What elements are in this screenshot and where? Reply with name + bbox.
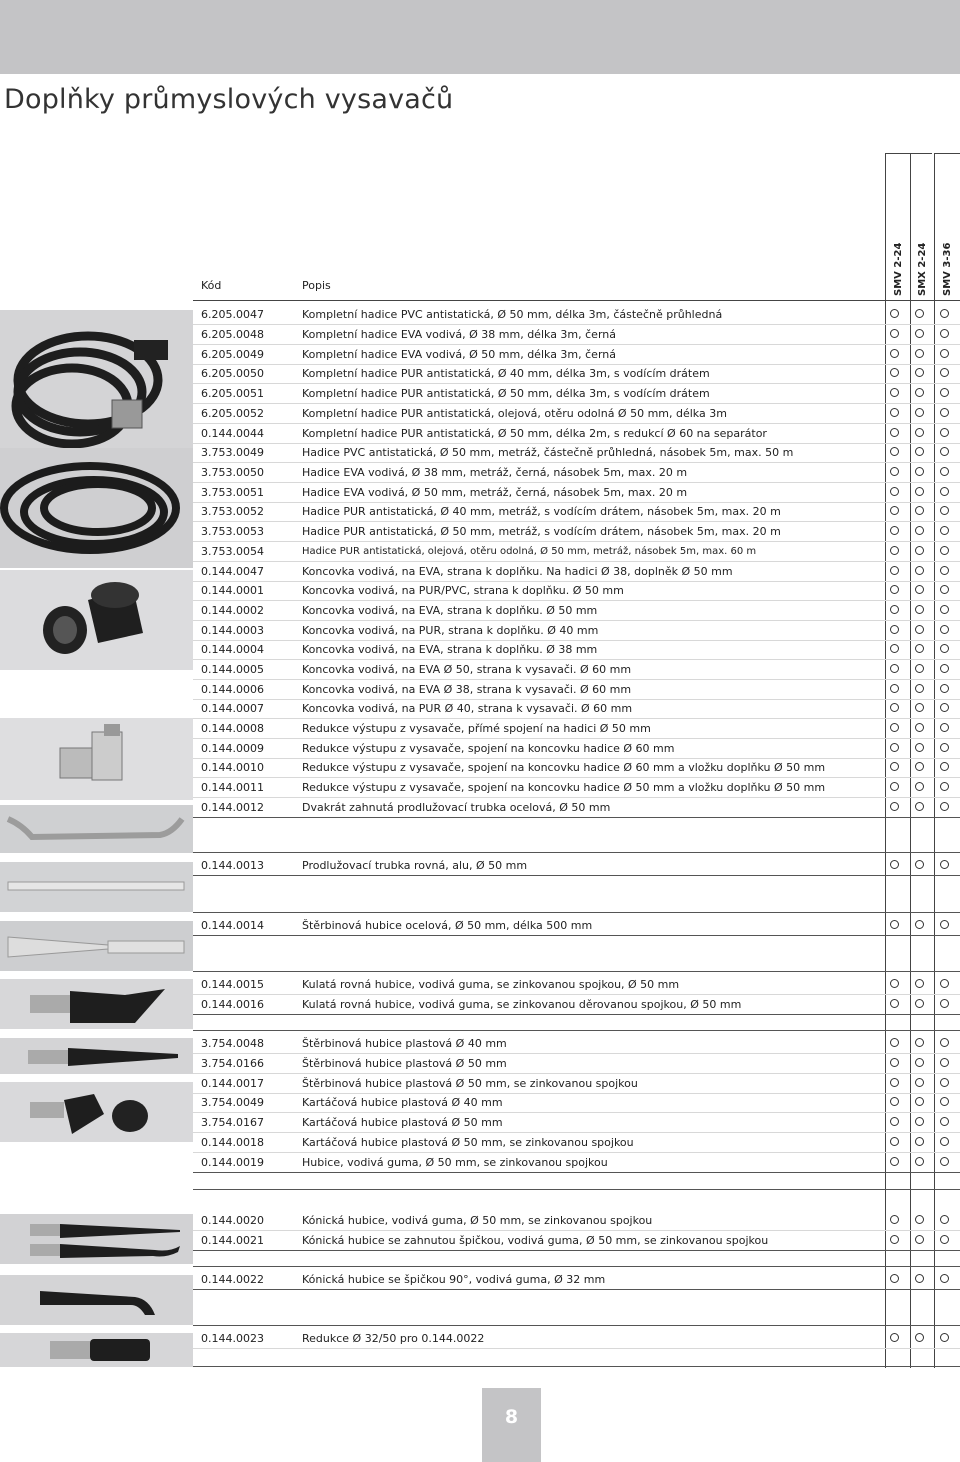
- table-row: [193, 581, 960, 600]
- availability-marker: [890, 467, 899, 476]
- availability-marker: [890, 644, 899, 653]
- product-description: Koncovka vodivá, na EVA, strana k doplňku. Ø 50 mm: [302, 604, 598, 617]
- product-description: Kompletní hadice PUR antistatická, Ø 50 mm, délka 2m, s redukcí Ø 60 na separátor: [302, 427, 767, 440]
- table-row: [193, 443, 960, 462]
- availability-marker: [940, 1215, 949, 1224]
- availability-marker: [940, 1235, 949, 1244]
- product-code: 3.753.0052: [201, 505, 264, 518]
- availability-marker: [890, 1038, 899, 1047]
- product-description: Kompletní hadice EVA vodivá, Ø 50 mm, délka 3m, černá: [302, 348, 616, 361]
- availability-marker: [940, 644, 949, 653]
- availability-marker: [940, 782, 949, 791]
- availability-marker: [915, 1333, 924, 1342]
- product-code: 3.753.0050: [201, 466, 264, 479]
- group-divider: [193, 1189, 960, 1190]
- product-description: Redukce výstupu z vysavače, spojení na koncovku hadice Ø 50 mm a vložku doplňku Ø 50 mm: [302, 781, 826, 794]
- reducer-photo: [0, 1333, 193, 1367]
- product-code: 6.205.0048: [201, 328, 264, 341]
- availability-marker: [940, 1058, 949, 1067]
- table-row: [193, 404, 960, 423]
- availability-marker: [940, 762, 949, 771]
- product-code: 0.144.0015: [201, 978, 264, 991]
- product-description: Štěrbinová hubice plastová Ø 40 mm: [302, 1037, 507, 1050]
- availability-marker: [915, 546, 924, 555]
- product-code: 0.144.0007: [201, 702, 264, 715]
- availability-marker: [915, 1097, 924, 1106]
- availability-marker: [915, 684, 924, 693]
- table-row: [193, 1211, 960, 1230]
- availability-marker: [940, 999, 949, 1008]
- table-row: [193, 699, 960, 718]
- product-code: 6.205.0052: [201, 407, 264, 420]
- product-code: 3.753.0049: [201, 446, 264, 459]
- availability-marker: [940, 703, 949, 712]
- table-row: [193, 798, 960, 817]
- product-description: Hadice EVA vodivá, Ø 50 mm, metráž, černá, násobek 5m, max. 20 m: [302, 486, 688, 499]
- availability-marker: [915, 566, 924, 575]
- table-row: [193, 1231, 960, 1250]
- product-description: Redukce Ø 32/50 pro 0.144.0022: [302, 1332, 485, 1345]
- product-code: 3.754.0166: [201, 1057, 264, 1070]
- availability-marker: [940, 408, 949, 417]
- availability-marker: [940, 467, 949, 476]
- table-row: [193, 562, 960, 581]
- availability-marker: [915, 743, 924, 752]
- product-description: Koncovka vodivá, na EVA, strana k doplňku. Ø 38 mm: [302, 643, 598, 656]
- product-description: Kompletní hadice PVC antistatická, Ø 50 mm, délka 3m, částečně průhledná: [302, 308, 723, 321]
- availability-marker: [915, 605, 924, 614]
- product-description: Štěrbinová hubice ocelová, Ø 50 mm, délka 500 mm: [302, 919, 593, 932]
- product-code: 0.144.0018: [201, 1136, 264, 1149]
- product-code: 0.144.0011: [201, 781, 264, 794]
- product-description: Hubice, vodivá guma, Ø 50 mm, se zinkovanou spojkou: [302, 1156, 608, 1169]
- rubber-nozzle-photo: [0, 979, 193, 1029]
- availability-marker: [915, 664, 924, 673]
- product-description: Hadice PUR antistatická, Ø 50 mm, metráž, s vodícím drátem, násobek 5m, max. 20 m: [302, 525, 781, 538]
- availability-marker: [915, 388, 924, 397]
- table-row: [193, 975, 960, 994]
- availability-marker: [890, 1058, 899, 1067]
- availability-marker: [915, 368, 924, 377]
- availability-marker: [890, 1117, 899, 1126]
- table-row: [193, 522, 960, 541]
- product-description: Koncovka vodivá, na EVA Ø 50, strana k vysavači. Ø 60 mm: [302, 663, 632, 676]
- availability-marker: [890, 625, 899, 634]
- availability-marker: [890, 546, 899, 555]
- product-description: Koncovka vodivá, na EVA Ø 38, strana k vysavači. Ø 60 mm: [302, 683, 632, 696]
- availability-marker: [915, 644, 924, 653]
- product-description: Redukce výstupu z vysavače, přímé spojení na hadici Ø 50 mm: [302, 722, 651, 735]
- availability-marker: [890, 526, 899, 535]
- availability-marker: [915, 703, 924, 712]
- availability-marker: [890, 585, 899, 594]
- availability-marker: [890, 408, 899, 417]
- availability-marker: [915, 526, 924, 535]
- angled-nozzle-photo: [0, 1275, 193, 1325]
- product-description: Redukce výstupu z vysavače, spojení na koncovku hadice Ø 60 mm a vložku doplňku Ø 50 mm: [302, 761, 826, 774]
- product-code: 0.144.0044: [201, 427, 264, 440]
- availability-marker: [915, 1038, 924, 1047]
- product-code: 0.144.0017: [201, 1077, 264, 1090]
- product-code: 0.144.0004: [201, 643, 264, 656]
- product-code: 6.205.0049: [201, 348, 264, 361]
- group-divider: [193, 1266, 960, 1267]
- product-code: 0.144.0014: [201, 919, 264, 932]
- table-row: [193, 1270, 960, 1289]
- availability-marker: [890, 802, 899, 811]
- product-description: Redukce výstupu z vysavače, spojení na koncovku hadice Ø 60 mm: [302, 742, 675, 755]
- availability-marker: [940, 1038, 949, 1047]
- availability-marker: [890, 309, 899, 318]
- availability-marker: [890, 506, 899, 515]
- group-divider: [193, 971, 960, 972]
- availability-marker: [940, 979, 949, 988]
- product-code: 3.753.0054: [201, 545, 264, 558]
- availability-marker: [890, 1097, 899, 1106]
- availability-marker: [890, 388, 899, 397]
- availability-marker: [940, 1078, 949, 1087]
- adapter-photo: [0, 718, 193, 800]
- availability-marker: [890, 743, 899, 752]
- availability-marker: [890, 664, 899, 673]
- availability-marker: [915, 1274, 924, 1283]
- row-divider: [193, 817, 960, 818]
- table-row: [193, 856, 960, 875]
- product-code: 0.144.0010: [201, 761, 264, 774]
- product-description: Dvakrát zahnutá prodlužovací trubka ocelová, Ø 50 mm: [302, 801, 611, 814]
- product-code: 6.205.0050: [201, 367, 264, 380]
- crevice-nozzle-steel-photo: [0, 921, 193, 971]
- product-description: Hadice PUR antistatická, Ø 40 mm, metráž, s vodícím drátem, násobek 5m, max. 20 m: [302, 505, 781, 518]
- availability-marker: [915, 1058, 924, 1067]
- availability-marker: [915, 467, 924, 476]
- header-bar: [0, 0, 960, 74]
- table-row: [193, 758, 960, 777]
- availability-marker: [890, 605, 899, 614]
- product-code: 0.144.0013: [201, 859, 264, 872]
- availability-marker: [940, 1097, 949, 1106]
- header-code: Kód: [201, 279, 222, 292]
- product-description: Kónická hubice, vodivá guma, Ø 50 mm, se zinkovanou spojkou: [302, 1214, 653, 1227]
- product-description: Kónická hubice se zahnutou špičkou, vodivá guma, Ø 50 mm, se zinkovanou spojkou: [302, 1234, 769, 1247]
- availability-marker: [915, 506, 924, 515]
- availability-marker: [890, 979, 899, 988]
- group-divider: [193, 1030, 960, 1031]
- availability-marker: [915, 447, 924, 456]
- availability-marker: [890, 1137, 899, 1146]
- row-divider: [193, 1289, 960, 1290]
- availability-marker: [890, 329, 899, 338]
- row-divider: [193, 875, 960, 876]
- availability-marker: [940, 605, 949, 614]
- availability-marker: [915, 920, 924, 929]
- row-divider: [193, 1172, 960, 1173]
- availability-marker: [915, 349, 924, 358]
- availability-marker: [940, 546, 949, 555]
- availability-marker: [890, 1274, 899, 1283]
- availability-marker: [940, 664, 949, 673]
- product-code: 0.144.0023: [201, 1332, 264, 1345]
- group-divider: [193, 1366, 960, 1367]
- availability-marker: [915, 1157, 924, 1166]
- product-description: Koncovka vodivá, na EVA, strana k doplňku. Na hadici Ø 38, doplněk Ø 50 mm: [302, 565, 733, 578]
- table-row: [193, 1054, 960, 1073]
- availability-marker: [890, 566, 899, 575]
- group-divider: [193, 1325, 960, 1326]
- availability-marker: [940, 860, 949, 869]
- product-code: 0.144.0008: [201, 722, 264, 735]
- availability-marker: [890, 447, 899, 456]
- product-code: 6.205.0051: [201, 387, 264, 400]
- product-code: 0.144.0019: [201, 1156, 264, 1169]
- product-description: Kompletní hadice EVA vodivá, Ø 38 mm, délka 3m, černá: [302, 328, 616, 341]
- availability-marker: [890, 1235, 899, 1244]
- availability-marker: [915, 782, 924, 791]
- product-description: Štěrbinová hubice plastová Ø 50 mm: [302, 1057, 507, 1070]
- availability-marker: [915, 999, 924, 1008]
- availability-marker: [940, 309, 949, 318]
- product-code: 0.144.0003: [201, 624, 264, 637]
- availability-marker: [890, 860, 899, 869]
- row-divider: [193, 1250, 960, 1251]
- availability-marker: [890, 703, 899, 712]
- availability-marker: [940, 684, 949, 693]
- availability-marker: [940, 1137, 949, 1146]
- availability-marker: [915, 1078, 924, 1087]
- product-description: Prodlužovací trubka rovná, alu, Ø 50 mm: [302, 859, 528, 872]
- availability-marker: [890, 999, 899, 1008]
- availability-marker: [940, 329, 949, 338]
- product-description: Koncovka vodivá, na PUR Ø 40, strana k vysavači. Ø 60 mm: [302, 702, 633, 715]
- availability-marker: [940, 743, 949, 752]
- table-row: [193, 739, 960, 758]
- product-description: Hadice PUR antistatická, olejová, otěru odolná, Ø 50 mm, metráž, násobek 5m, max. 60 m: [302, 546, 757, 557]
- availability-marker: [940, 1117, 949, 1126]
- product-code: 0.144.0016: [201, 998, 264, 1011]
- product-code: 3.754.0048: [201, 1037, 264, 1050]
- product-code: 0.144.0012: [201, 801, 264, 814]
- availability-marker: [940, 487, 949, 496]
- availability-marker: [940, 566, 949, 575]
- table-row: [193, 1153, 960, 1172]
- column-header-top: [911, 153, 932, 154]
- table-row: [193, 916, 960, 935]
- column-header-top: [935, 153, 960, 154]
- availability-marker: [915, 860, 924, 869]
- availability-marker: [915, 408, 924, 417]
- product-description: Štěrbinová hubice plastová Ø 50 mm, se zinkovanou spojkou: [302, 1077, 638, 1090]
- availability-marker: [890, 762, 899, 771]
- availability-marker: [890, 1157, 899, 1166]
- product-description: Kompletní hadice PUR antistatická, Ø 50 mm, délka 3m, s vodícím drátem: [302, 387, 710, 400]
- availability-marker: [890, 368, 899, 377]
- product-description: Kartáčová hubice plastová Ø 50 mm, se zinkovanou spojkou: [302, 1136, 634, 1149]
- availability-marker: [940, 1157, 949, 1166]
- table-row: [193, 305, 960, 324]
- brush-nozzle-photo: [0, 1082, 193, 1142]
- hose-coil-photo: [0, 448, 193, 568]
- availability-marker: [940, 723, 949, 732]
- product-code: 0.144.0002: [201, 604, 264, 617]
- product-description: Kartáčová hubice plastová Ø 50 mm: [302, 1116, 503, 1129]
- product-description: Hadice EVA vodivá, Ø 38 mm, metráž, černá, násobek 5m, max. 20 m: [302, 466, 688, 479]
- product-code: 3.753.0053: [201, 525, 264, 538]
- product-description: Kulatá rovná hubice, vodivá guma, se zinkovanou děrovanou spojkou, Ø 50 mm: [302, 998, 742, 1011]
- table-row: [193, 1329, 960, 1348]
- availability-marker: [915, 802, 924, 811]
- row-divider: [193, 1014, 960, 1015]
- availability-marker: [940, 447, 949, 456]
- product-code: 6.205.0047: [201, 308, 264, 321]
- product-code: 0.144.0021: [201, 1234, 264, 1247]
- availability-marker: [915, 1215, 924, 1224]
- hose-end-photo: [0, 570, 193, 670]
- header-description: Popis: [302, 279, 331, 292]
- availability-marker: [940, 802, 949, 811]
- group-divider: [193, 912, 960, 913]
- product-code: 0.144.0006: [201, 683, 264, 696]
- availability-marker: [890, 487, 899, 496]
- availability-marker: [940, 1274, 949, 1283]
- availability-marker: [940, 368, 949, 377]
- table-row: [193, 660, 960, 679]
- availability-marker: [915, 979, 924, 988]
- availability-marker: [940, 388, 949, 397]
- table-row: [193, 1034, 960, 1053]
- availability-marker: [915, 329, 924, 338]
- page-number: 8: [504, 1406, 519, 1428]
- table-row: [193, 1074, 960, 1093]
- product-code: 3.754.0049: [201, 1096, 264, 1109]
- table-row: [193, 1093, 960, 1112]
- availability-marker: [890, 1333, 899, 1342]
- table-row: [193, 778, 960, 797]
- table-row: [193, 640, 960, 659]
- product-description: Kompletní hadice PUR antistatická, olejová, otěru odolná Ø 50 mm, délka 3m: [302, 407, 727, 420]
- table-row: [193, 680, 960, 699]
- availability-marker: [890, 684, 899, 693]
- availability-marker: [890, 428, 899, 437]
- product-code: 3.754.0167: [201, 1116, 264, 1129]
- availability-marker: [915, 762, 924, 771]
- availability-marker: [915, 1117, 924, 1126]
- product-code: 0.144.0020: [201, 1214, 264, 1227]
- availability-marker: [940, 526, 949, 535]
- table-top-rule: [193, 300, 960, 301]
- availability-marker: [890, 723, 899, 732]
- product-code: 0.144.0001: [201, 584, 264, 597]
- product-code: 3.753.0051: [201, 486, 264, 499]
- product-code: 0.144.0009: [201, 742, 264, 755]
- availability-marker: [890, 1078, 899, 1087]
- group-divider: [193, 852, 960, 853]
- product-code: 0.144.0047: [201, 565, 264, 578]
- page-number-box: [482, 1388, 541, 1462]
- table-row: [193, 601, 960, 620]
- availability-marker: [940, 585, 949, 594]
- availability-marker: [940, 625, 949, 634]
- bent-tube-photo: [0, 805, 193, 853]
- table-row: [193, 1113, 960, 1132]
- availability-marker: [915, 487, 924, 496]
- product-description: Kulatá rovná hubice, vodivá guma, se zinkovanou spojkou, Ø 50 mm: [302, 978, 680, 991]
- row-divider: [193, 1348, 960, 1349]
- row-divider: [193, 935, 960, 936]
- availability-marker: [915, 625, 924, 634]
- table-row: [193, 1133, 960, 1152]
- table-row: [193, 483, 960, 502]
- table-row: [193, 325, 960, 344]
- product-description: Hadice PVC antistatická, Ø 50 mm, metráž, částečně průhledná, násobek 5m, max. 50 m: [302, 446, 794, 459]
- availability-marker: [915, 428, 924, 437]
- product-code: 0.144.0005: [201, 663, 264, 676]
- product-description: Kompletní hadice PUR antistatická, Ø 40 mm, délka 3m, s vodícím drátem: [302, 367, 710, 380]
- straight-tube-photo: [0, 862, 193, 912]
- availability-marker: [890, 920, 899, 929]
- table-row: [193, 719, 960, 738]
- table-row: [193, 384, 960, 403]
- availability-marker: [915, 585, 924, 594]
- availability-marker: [915, 723, 924, 732]
- availability-marker: [940, 349, 949, 358]
- availability-marker: [915, 309, 924, 318]
- product-code: 0.144.0022: [201, 1273, 264, 1286]
- table-row: [193, 542, 960, 561]
- product-description: Koncovka vodivá, na PUR/PVC, strana k doplňku. Ø 50 mm: [302, 584, 624, 597]
- table-row: [193, 345, 960, 364]
- table-row: [193, 995, 960, 1014]
- availability-marker: [940, 428, 949, 437]
- product-description: Koncovka vodivá, na PUR, strana k doplňku. Ø 40 mm: [302, 624, 599, 637]
- conical-nozzle-photo: [0, 1214, 193, 1264]
- availability-marker: [890, 1215, 899, 1224]
- table-row: [193, 502, 960, 521]
- product-description: Kartáčová hubice plastová Ø 40 mm: [302, 1096, 503, 1109]
- table-row: [193, 424, 960, 443]
- table-row: [193, 463, 960, 482]
- table-row: [193, 364, 960, 383]
- availability-marker: [940, 920, 949, 929]
- availability-marker: [940, 1333, 949, 1342]
- availability-marker: [890, 349, 899, 358]
- product-description: Kónická hubice se špičkou 90°, vodivá guma, Ø 32 mm: [302, 1273, 606, 1286]
- availability-marker: [890, 782, 899, 791]
- table-row: [193, 621, 960, 640]
- availability-marker: [915, 1235, 924, 1244]
- page-title: Doplňky průmyslových vysavačů: [4, 84, 454, 115]
- column-header-top: [885, 153, 910, 154]
- availability-marker: [915, 1137, 924, 1146]
- plastic-crevice-nozzle-photo: [0, 1038, 193, 1074]
- availability-marker: [940, 506, 949, 515]
